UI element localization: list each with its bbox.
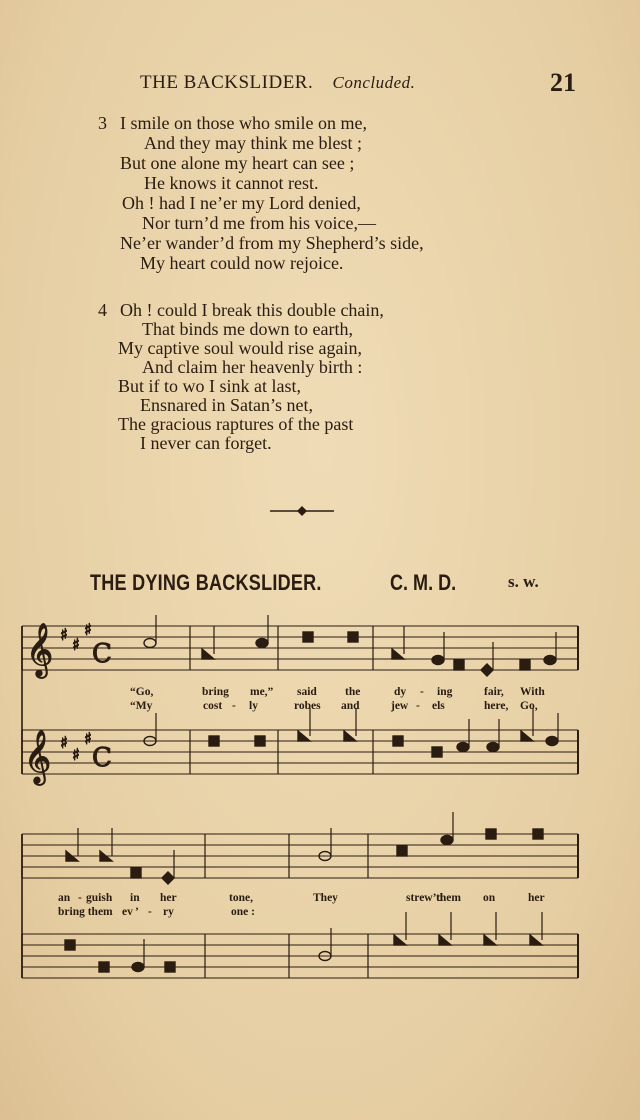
note-head [392, 649, 404, 659]
note-head [544, 656, 556, 665]
page-number: 21 [550, 68, 576, 97]
music-symbol: ♯ [84, 620, 92, 639]
lyric-syllable: her [528, 892, 545, 904]
lyric-syllable: bring [202, 686, 229, 698]
lyric-syllable: tone, [229, 892, 253, 904]
lyric-syllable: robes [294, 700, 321, 712]
note-head [255, 736, 265, 746]
stanza-line: Oh ! could I break this double chain, [120, 300, 384, 320]
lyric-syllable: on [483, 892, 496, 904]
stanza-line: Ensnared in Satan’s net, [140, 395, 313, 415]
music-symbol: 𝄞 [26, 622, 54, 676]
lyric-syllable: ’ [135, 906, 139, 918]
lyric-syllable: the [345, 686, 361, 698]
note-head [546, 737, 558, 746]
music-symbol: ♯ [84, 729, 92, 748]
stanza-line: But if to wo I sink at last, [118, 376, 301, 396]
note-head [344, 731, 356, 741]
note-head [520, 660, 530, 670]
note-head [99, 962, 109, 972]
lyric-syllable: “My [130, 700, 153, 712]
lyric-syllable: them [436, 892, 461, 904]
lyric-syllable: - [416, 700, 420, 712]
lyric-syllable: her [160, 892, 177, 904]
lyric-syllable: jew [391, 700, 409, 712]
notes [24, 615, 558, 972]
note-head [348, 632, 358, 642]
note-head [144, 639, 156, 648]
stanza-line: I smile on those who smile on me, [120, 113, 367, 133]
stanza-line: Nor turn’d me from his voice,— [142, 213, 376, 233]
lyric-syllable: els [432, 700, 445, 712]
staves [22, 626, 578, 978]
stanza-line: And claim her heavenly birth : [142, 357, 363, 377]
stanza-line: My heart could now rejoice. [140, 253, 344, 273]
lyric-syllable: an [58, 892, 71, 904]
lyric-syllable: strew’d [406, 892, 443, 904]
note-head [393, 736, 403, 746]
music-symbol: ♯ [60, 733, 68, 752]
tune-meter: C. M. D. [390, 570, 457, 595]
note-head [131, 868, 141, 878]
lyric-syllable: guish [86, 892, 113, 904]
note-head [432, 747, 442, 757]
note-head [486, 829, 496, 839]
note-head [298, 731, 310, 741]
music-symbol: ♯ [72, 745, 80, 764]
stanza-number: 3 [98, 113, 107, 133]
music-symbol: C [92, 639, 112, 669]
note-head [533, 829, 543, 839]
note-head [441, 836, 453, 845]
lyric-syllable: With [520, 686, 545, 698]
note-head [530, 935, 542, 945]
note-head [457, 743, 469, 752]
lyric-syllable: - [148, 906, 152, 918]
note-head [132, 963, 144, 972]
note-head [439, 935, 451, 945]
lyric-syllable: - [232, 700, 236, 712]
note-head [303, 632, 313, 642]
note-head [484, 935, 496, 945]
note-head [521, 731, 533, 741]
music-symbol: ♯ [60, 625, 68, 644]
note-head [394, 935, 406, 945]
stanza-line: I never can forget. [140, 433, 272, 453]
stanza-line: Oh ! had I ne’er my Lord denied, [122, 193, 361, 213]
lyric-syllable: bring them [58, 906, 113, 918]
tune-composer: s. w. [508, 572, 539, 591]
lyric-syllable: Go, [520, 700, 538, 712]
tune-title: THE DYING BACKSLIDER. [90, 570, 322, 595]
stanza-line: Ne’er wander’d from my Shepherd’s side, [120, 233, 424, 253]
note-head [162, 872, 174, 884]
lyric-syllable: me,” [250, 686, 274, 698]
stanza-line: The gracious raptures of the past [118, 414, 354, 434]
note-head [209, 736, 219, 746]
stanza-line: But one alone my heart can see ; [120, 153, 355, 173]
lyric-syllable: ing [437, 686, 453, 698]
note-head [397, 846, 407, 856]
lyric-syllable: and [341, 700, 360, 712]
lyric-syllable: fair, [484, 686, 504, 698]
lyric-syllable: said [297, 686, 317, 698]
running-head-subtitle: Concluded. [332, 73, 416, 92]
stanza-line: That binds me down to earth, [142, 319, 353, 339]
lyric-syllable: in [130, 892, 140, 904]
lyric-syllable: They [313, 892, 338, 904]
music-symbol: ♯ [72, 635, 80, 654]
stanza-line: My captive soul would rise again, [118, 338, 362, 358]
note-head [165, 962, 175, 972]
stanza-line: He knows it cannot rest. [144, 173, 319, 193]
lyric-syllable: ry [163, 906, 174, 918]
lyric-syllable: “Go, [130, 686, 154, 698]
lyric-syllable: - [78, 892, 82, 904]
note-head [481, 664, 493, 676]
stanza-number: 4 [98, 300, 107, 320]
lyric-syllable: ly [249, 700, 258, 712]
stanza-line: And they may think me blest ; [144, 133, 362, 153]
note-head [432, 656, 444, 665]
music-symbol: 𝄞 [24, 729, 52, 783]
music-symbol: C [92, 743, 112, 773]
lyric-syllable: dy [394, 686, 407, 698]
note-head [256, 639, 268, 648]
lyric-syllable: here, [484, 700, 509, 712]
lyric-syllable: one : [231, 906, 255, 918]
running-head-title: THE BACKSLIDER. [140, 72, 314, 93]
lyric-syllable: - [420, 686, 424, 698]
note-head [202, 649, 214, 659]
note-head [65, 940, 75, 950]
lyric-syllable: ev [122, 906, 133, 918]
note-head [454, 660, 464, 670]
note-head [487, 743, 499, 752]
lyric-syllable: cost [203, 700, 223, 712]
